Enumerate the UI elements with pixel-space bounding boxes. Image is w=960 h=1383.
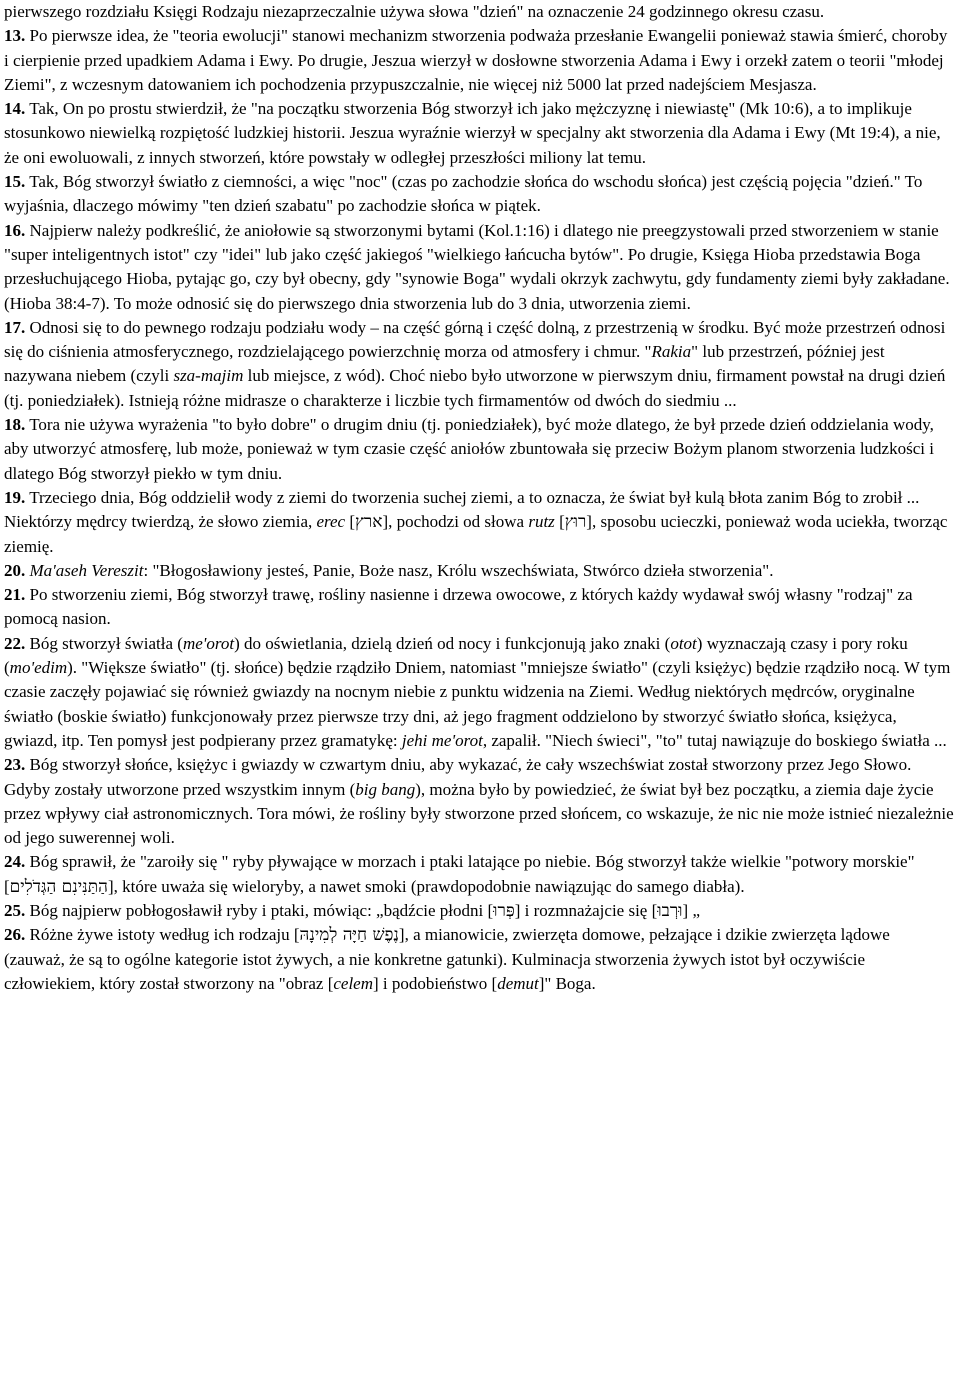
paragraph-text: Odnosi się to do pewnego rodzaju podziału wody – na część górną i część dolną, z przestrzenią w środku. Być może przestrzeń odnosi się do ciśnienia atmosferycznego, rozdzielającego powierzchnię morza od atmosfery i chmur. " [4, 317, 946, 362]
paragraph-text: ). "Większe światło" (tj. słońce) będzie rządziło Dniem, natomiast "mniejsze światło" (czyli księżyc) będzie rządziło nocą. W tym czasie zaczęły pojawiać się również gwiazdy na nocnym niebie z punktu widzenia na Ziemi. Według niektórych mędrców, oryginalne światło (boskie światło) funkcjonowały przez pierwsze trzy dni, aż jego fragment oddzielono by stworzyć światło słońca, księżyca, gwiazd, itp. Ten pomysł jest podpierany przez gramatykę: [4, 658, 951, 750]
paragraph-number: 15. [4, 172, 26, 192]
paragraph-25 [4, 899, 954, 923]
paragraph-text: Tora nie używa wyrażenia "to było dobre" o drugim dniu (tj. poniedziałek), być może dlatego, że był przede dzień oddzielania wody, aby utworzyć atmosferę, lub może, ponieważ w tym czasie część aniołów zbuntowała się przeciw Bożym planom stworzenia ludzkości i dlatego Bóg stworzył piekło w tym dniu. [4, 415, 934, 483]
paragraph-number: 24. [4, 852, 26, 872]
paragraph-text: ] i rozmnażajcie się [ [514, 900, 658, 920]
term-celem: celem [333, 973, 373, 993]
paragraph-16 [4, 219, 954, 316]
paragraph-21 [4, 583, 954, 632]
paragraph-number: 20. [4, 560, 26, 580]
paragraph-number: 13. [4, 26, 26, 46]
paragraph-19 [4, 486, 954, 559]
term-erec: erec [316, 512, 346, 532]
term-otot: otot [670, 633, 697, 653]
paragraph-number: 26. [4, 925, 26, 945]
paragraph-24 [4, 850, 954, 899]
paragraph-text: Tak, On po prostu stwierdził, że "na początku stworzenia Bóg stworzył ich jako mężczyznę i niewiastę" (Mk 10:6), a to implikuje stosunkowo niewielką rozpiętość ludzkiej historii. Jeszua wyraźnie wierzył w specjalny akt stworzenia dla Adama i Ewy (Mt 19:4), a nie, że oni ewoluowali, z innych stworzeń, które powstały w odległej przeszłości miliony lat temu. [4, 99, 941, 167]
term-rakia: Rakia [651, 342, 692, 362]
paragraph-number: 18. [4, 415, 26, 435]
hebrew-urevu: וּרְבוּ [657, 900, 683, 921]
paragraph-text: ) wyznaczają czasy i pory roku ( [4, 633, 908, 678]
paragraph-23 [4, 753, 954, 850]
term-big-bang: big bang [355, 779, 416, 799]
paragraph-number: 23. [4, 755, 26, 775]
paragraph-17 [4, 316, 954, 413]
hebrew-nefesh-chaya: נֶפֶשׁ חַיָּה לְמִינָהּ [299, 925, 399, 946]
hebrew-sea-monsters: הַתַּנִּינִם הַגְּדֹלִים [9, 876, 108, 897]
paragraph-text: Bóg stworzył słońce, księżyc i gwiazdy w czwartym dniu, aby wykazać, że cały wszechświat został stworzony przez Jego Słowo. Gdyby zostały utworzone przed wszystkim innym ( [4, 755, 912, 799]
paragraph-number: 22. [4, 633, 26, 653]
paragraph-text: pierwszego rozdziału Księgi Rodzaju niezaprzeczalnie używa słowa "dzień" na oznaczenie 24 godzinnego okresu czasu. [4, 2, 825, 21]
paragraph-14 [4, 97, 954, 170]
paragraph-number: 19. [4, 487, 26, 507]
paragraph-text: Po stworzeniu ziemi, Bóg stworzył trawę, rośliny nasienne i drzewa owocowe, z których każdy wydawał swój własny "rodzaj" za pomocą nasion. [4, 585, 913, 629]
paragraph-22 [4, 632, 954, 753]
paragraph-text: ], które uważa się wieloryby, a nawet smoki (prawdopodobnie nawiązując do samego diabła). [107, 876, 745, 896]
paragraph-text: ], a mianowicie, zwierzęta domowe, pełzające i dzikie zwierzęta lądowe (zauważ, że są to ogólne kategorie istot żywych, a nie konkretne gatunki). Kulminacja stworzenia żywych istot był oczywiście człowiekiem, który został stworzony na "obraz [ [4, 925, 890, 993]
paragraph-18 [4, 413, 954, 486]
term-moedim: mo'edim [9, 658, 68, 678]
paragraph-number: 21. [4, 585, 26, 605]
paragraph-text: [ [345, 512, 356, 532]
paragraph-text: Bóg sprawił, że "zaroiły się " ryby pływające w morzach i ptaki latające po niebie. Bóg stworzył także wielkie "potwory morskie" [ [4, 852, 915, 896]
paragraph-text: Bóg najpierw pobłogosławił ryby i ptaki, mówiąc: „bądźcie płodni [ [25, 900, 494, 920]
paragraph-26 [4, 923, 954, 996]
paragraph-text: ], sposobu ucieczki, ponieważ woda uciekła, tworząc ziemię. [4, 512, 948, 556]
term-demut: demut [497, 973, 539, 993]
paragraph-20 [4, 559, 954, 583]
paragraph-text: Różne żywe istoty według ich rodzaju [ [25, 925, 300, 945]
paragraph-text: Po pierwsze idea, że "teoria ewolucji" stanowi mechanizm stworzenia podważa przesłanie Ewangelii ponieważ stawia śmierć, choroby i cierpienie przed upadkiem Adama i Ewy. Po drugie, Jeszua wierzył w dosłowne stworzenia Adama i Ewy i orzekł zatem o teorii "młodej Ziemi", z wczesnym datowaniem ich pochodzenia przypuszczalnie, nie więcej niż 5000 lat przed nadejściem Mesjasza. [4, 26, 948, 94]
paragraph-number: 17. [4, 317, 26, 337]
paragraph-number: 25. [4, 900, 26, 920]
paragraph-text: Tak, Bóg stworzył światło z ciemności, a więc "noc" (czas po zachodzie słońca do wschodu słońca) jest częścią pojęcia "dzień." To wyjaśnia, dlaczego mówimy "ten dzień szabatu" po zachodzie słońca w piątek. [4, 172, 923, 216]
paragraph-text: , zapalił. "Niech świeci", "to" tutaj nawiązuje do boskiego światła ... [482, 730, 947, 750]
paragraph-number: 14. [4, 99, 26, 119]
paragraph-text: Bóg stworzył światła ( [25, 633, 183, 653]
paragraph-text: " lub przestrzeń, później jest nazywana niebem (czyli [4, 342, 885, 386]
paragraph-text: ], pochodzi od słowa [382, 512, 529, 532]
hebrew-peru: פְּרוּ [493, 900, 515, 921]
term-jehi-meorot: jehi me'orot [401, 730, 483, 750]
paragraph-text: Najpierw należy podkreślić, że aniołowie są stworzonymi bytami (Kol.1:16) i dlatego nie preegzystowali przed stworzeniem w stanie "super inteligentnych istot" czy "idei" lub jako część jakiegoś "wielkiego łańcucha bytów". Po drugie, Księga Hioba przedstawia Boga przesłuchującego Hioba, pytając go, czy był obecny, gdy "synowie Boga" wydali okrzyk zachwytu, gdy fundamenty ziemi były zakładane. (Hioba 38:4-7). To może odnosić się do pierwszego dnia stworzenia lub do 3 dnia, utworzenia ziemi. [4, 220, 950, 313]
paragraph-text: lub miejsce, z wód). Choć niebo było utworzone w pierwszym dniu, firmament powstał na drugi dzień (tj. poniedziałek). Istnieją różne midrasze o charakterze i liczbie tych firmamentów od dwóch do siedmiu ... [4, 366, 946, 410]
paragraph-text: [ [554, 512, 565, 532]
paragraph-text: ] i podobieństwo [ [373, 973, 498, 993]
paragraph-text: : "Błogosławiony jesteś, Panie, Boże nasz, Królu wszechświata, Stwórco dzieła stworzenia". [143, 560, 774, 580]
paragraph-text: ), można było by powiedzieć, że świat był bez początku, a ziemia daje życie przez wpływy ciał astronomicznych. Tora mówi, że rośliny były stworzone przed słońcem, co wskazuje, że nic nie może istnieć niezależnie od jego suwerennej woli. [4, 779, 954, 848]
paragraph-text: Trzeciego dnia, Bóg oddzielił wody z ziemi do tworzenia suchej ziemi, a to oznacza, że świat był kulą błota zanim Bóg to zrobił ... Niektórzy mędrcy twierdzą, że słowo ziemia, [4, 487, 920, 532]
term-sza-majim: sza-majim [173, 366, 244, 386]
term-rutz: rutz [528, 512, 555, 532]
paragraph-15 [4, 170, 954, 219]
intro-paragraph [4, 0, 954, 24]
term-maaseh-vereszit: Ma'aseh Vereszit [29, 560, 144, 580]
paragraph-text: ]" Boga. [538, 973, 596, 993]
paragraph-text: ) do oświetlania, dzielą dzień od nocy i funkcjonują jako znaki ( [234, 633, 671, 653]
paragraph-13 [4, 24, 954, 97]
term-meorot: me'orot [182, 633, 235, 653]
hebrew-erec: ארץ [355, 512, 383, 533]
paragraph-text: ] „ [682, 900, 700, 920]
paragraph-number: 16. [4, 220, 26, 240]
hebrew-rutz: רוּץ [564, 512, 587, 533]
